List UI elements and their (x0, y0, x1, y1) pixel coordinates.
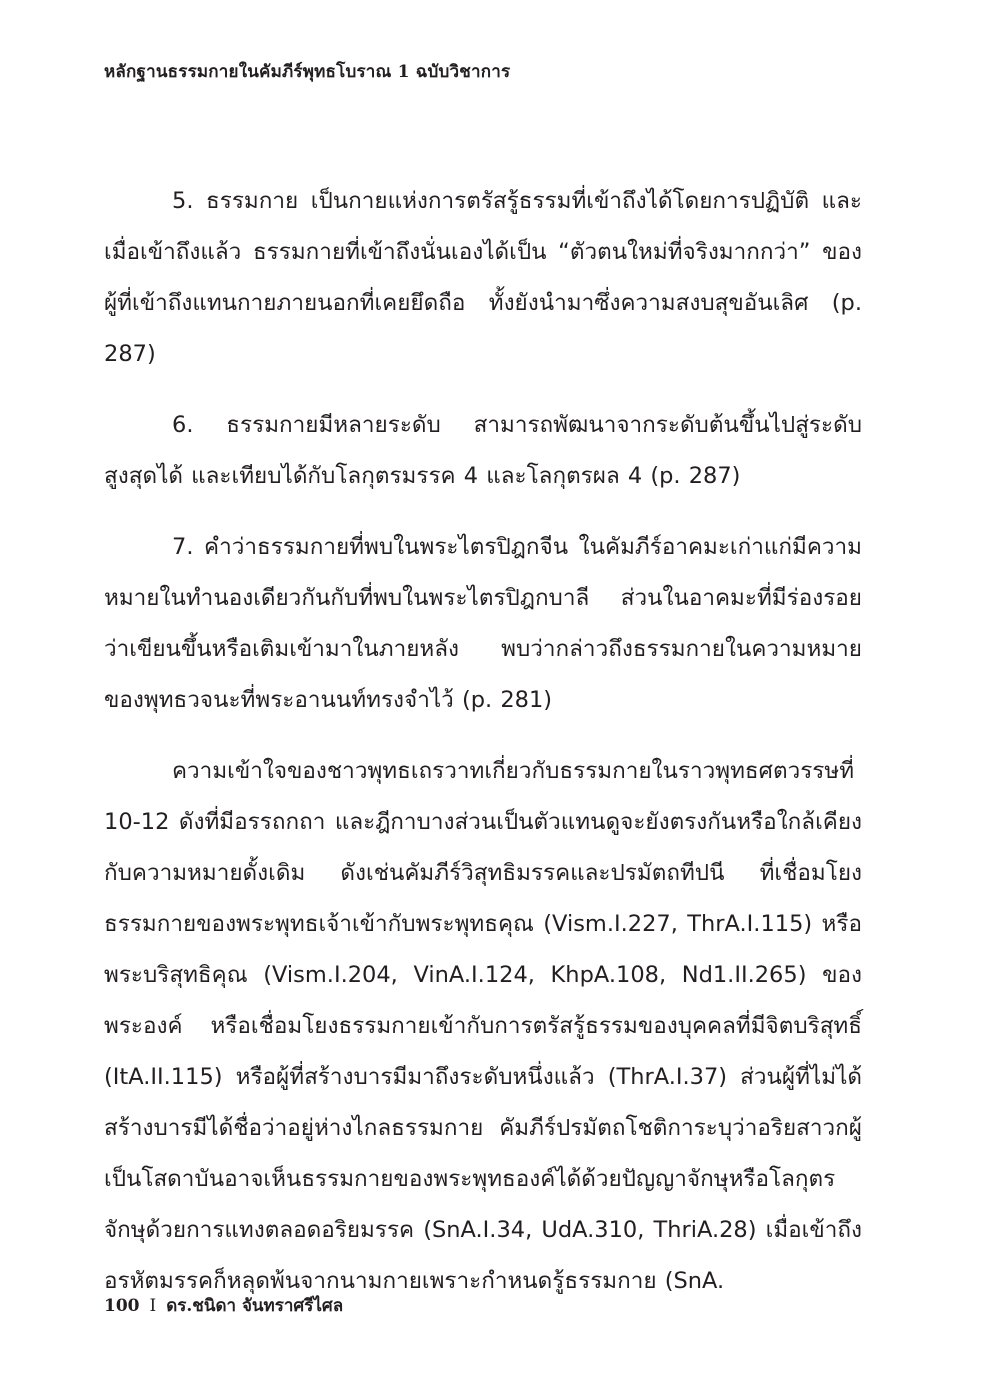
page-footer (104, 1292, 343, 1319)
running-header: หลักฐานธรรมกายในคัมภีร์พุทธโบราณ 1 ฉบับวิชาการ (104, 62, 511, 82)
paragraph-item-5: 5. ธรรมกาย เป็นกายแห่งการตรัสรู้ธรรมที่เข้าถึงได้โดยการปฏิบัติ และเมื่อเข้าถึงแล้ว ธรรมกายที่เข้าถึงนั่นเองได้เป็น “ตัวตนใหม่ที่จริงมากกว่า” ของผู้ที่เข้าถึงแทนกายภายนอกที่เคยยึดถือ ทั้งยังนำมาซึ่งความสงบสุขอันเลิศ (p. 287) (104, 188, 862, 367)
paragraph-item-6: 6. ธรรมกายมีหลายระดับ สามารถพัฒนาจากระดับต้นขึ้นไปสู่ระดับสูงสุดได้ และเทียบได้กับโลกุตรมรรค 4 และโลกุตรผล 4 (p. 287) (104, 412, 862, 489)
paragraph-item-7: 7. คำว่าธรรมกายที่พบในพระไตรปิฎกจีน ในคัมภีร์อาคมะเก่าแก่มีความหมายในทำนองเดียวกันกับที่พบในพระไตรปิฎกบาลี ส่วนในอาคมะที่มีร่องรอยว่าเขียนขึ้นหรือเติมเข้ามาในภายหลัง พบว่ากล่าวถึงธรรมกายในความหมายของพุทธวจนะที่พระอานนท์ทรงจำไว้ (p. 281) (104, 534, 862, 713)
author-name: ดร.ชนิดา จันทราศรีไศล (166, 1296, 344, 1316)
body-text (104, 176, 862, 1307)
page-number: 100 (104, 1296, 140, 1316)
footer-separator: I (149, 1296, 157, 1316)
paragraph-theravada-understanding: ความเข้าใจของชาวพุทธเถรวาทเกี่ยวกับธรรมกายในราวพุทธศตวรรษที่ 10-12 ดังที่มีอรรถกถา และฎีกาบางส่วนเป็นตัวแทนดูจะยังตรงกันหรือใกล้เคียงกับความหมายดั้งเดิม ดังเช่นคัมภีร์วิสุทธิมรรคและปรมัตถทีปนี ที่เชื่อมโยงธรรมกายของพระพุทธเจ้าเข้ากับพระพุทธคุณ (Vism.I.227, ThrA.I.115) หรือพระบริสุทธิคุณ (Vism.I.204, VinA.I.124, KhpA.108, Nd1.II.265) ของพระองค์ หรือเชื่อมโยงธรรมกายเข้ากับการตรัสรู้ธรรมของบุคคลที่มีจิตบริสุทธิ์ (ItA.II.115) หรือผู้ที่สร้างบารมีมาถึงระดับหนึ่งแล้ว (ThrA.I.37) ส่วนผู้ที่ไม่ได้สร้างบารมีได้ชื่อว่าอยู่ห่างไกลธรรมกาย คัมภีร์ปรมัตถโชติการะบุว่าอริยสาวกผู้เป็นโสดาบันอาจเห็นธรรมกายของพระพุทธองค์ได้ด้วยปัญญาจักษุหรือโลกุตรจักษุด้วยการแทงตลอดอริยมรรค (SnA.I.34, UdA.310, ThriA.28) เมื่อเข้าถึงอรหัตมรรคก็หลุดพ้นจากนามกายเพราะกำหนดรู้ธรรมกาย (SnA. (104, 758, 862, 1294)
